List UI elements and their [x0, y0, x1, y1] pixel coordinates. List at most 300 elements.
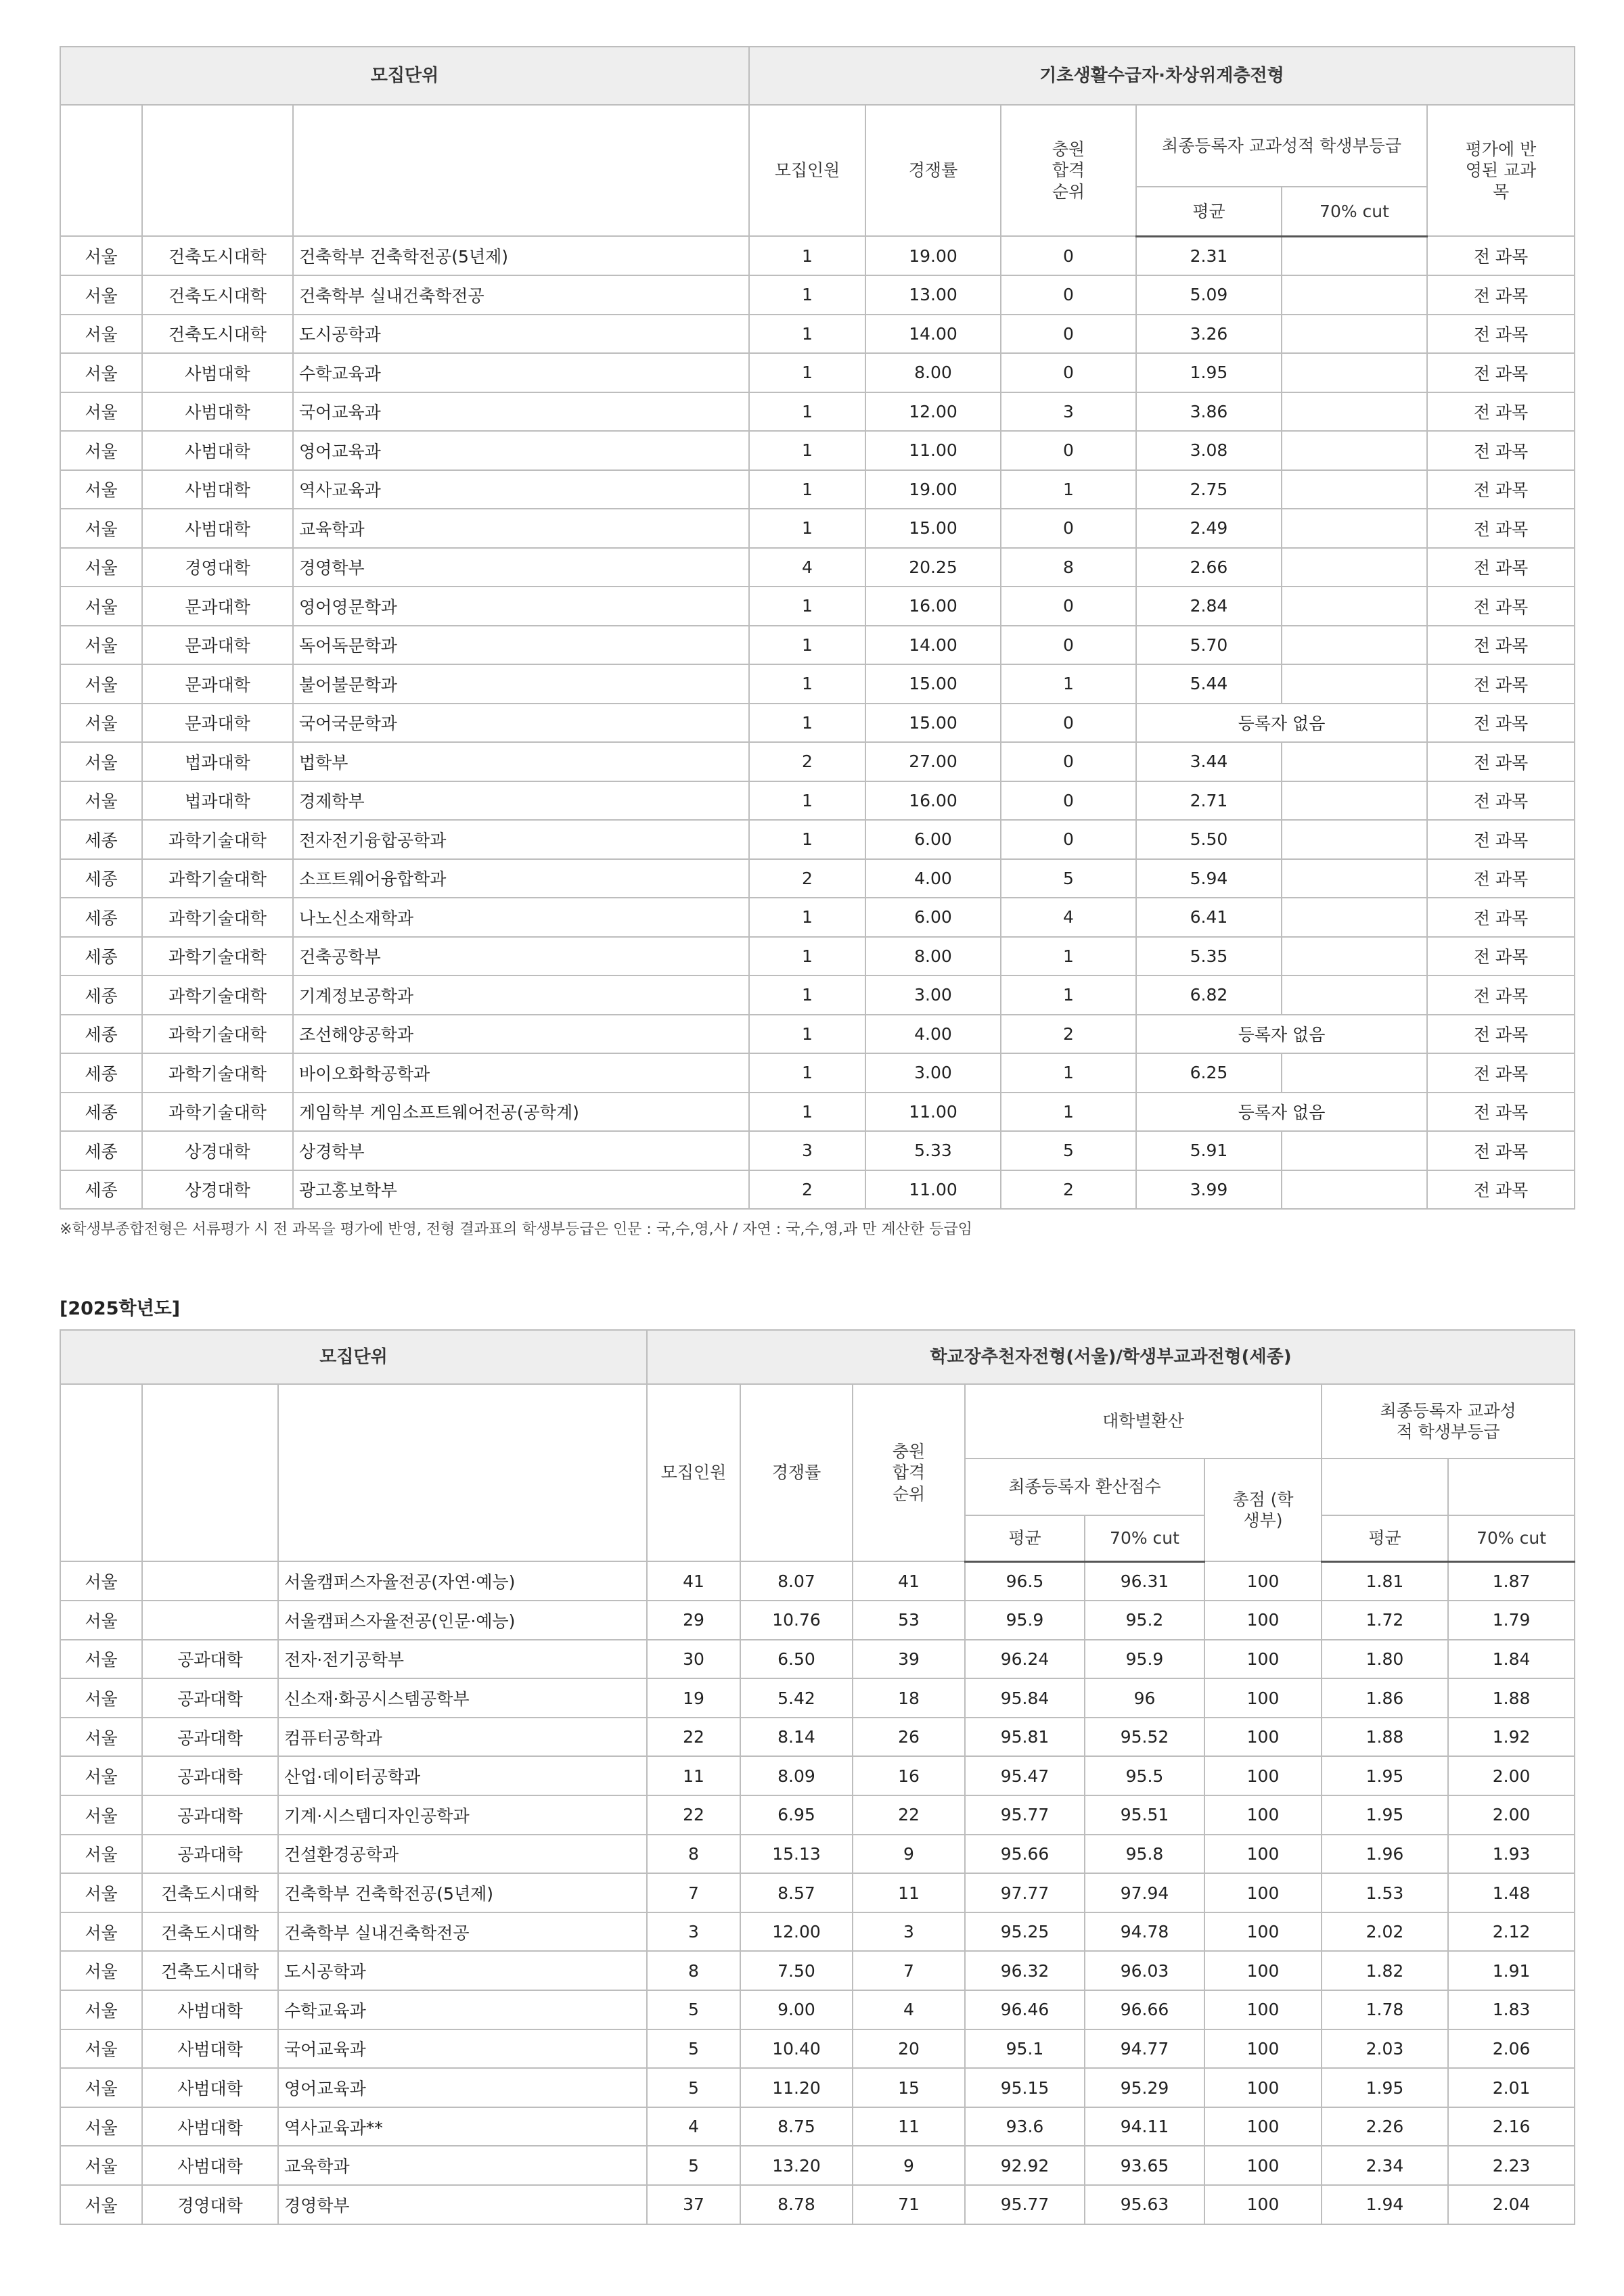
- recruit-cell: 1: [749, 704, 865, 743]
- no-registrant-cell: 등록자 없음: [1136, 704, 1427, 743]
- grade-cut-cell: 2.01: [1448, 2068, 1575, 2107]
- rank-cell: 16: [853, 1756, 965, 1795]
- rank-cell: 0: [1001, 275, 1136, 315]
- college-cell: 건축도시대학: [142, 275, 293, 315]
- major-cell: 영어교육과: [278, 2068, 647, 2107]
- ratio-cell: 5.42: [740, 1678, 853, 1718]
- college-cell: 공과대학: [142, 1756, 278, 1795]
- ratio-cell: 11.00: [865, 1170, 1001, 1210]
- campus-cell: 서울: [60, 353, 142, 392]
- ratio-cell: 8.57: [740, 1873, 853, 1912]
- major-cell: 교육학과: [293, 509, 749, 548]
- score-avg-cell: 95.66: [965, 1835, 1085, 1874]
- college-cell: 경영대학: [142, 2185, 278, 2224]
- grade-avg-cell: 1.86: [1322, 1678, 1448, 1718]
- total-cell: 100: [1204, 2146, 1322, 2185]
- recruit-cell: 1: [749, 470, 865, 509]
- campus-cell: 세종: [60, 1131, 142, 1170]
- campus-cell: 서울: [60, 392, 142, 432]
- score-avg-cell: 95.9: [965, 1601, 1085, 1640]
- college-cell: 사범대학: [142, 470, 293, 509]
- campus-cell: 서울: [60, 1601, 142, 1640]
- grade-cut-cell: [1282, 470, 1427, 509]
- college-cell: 과학기술대학: [142, 975, 293, 1015]
- rank-cell: 0: [1001, 820, 1136, 859]
- score-cut-header: 70% cut: [1085, 1515, 1204, 1561]
- table-row: [60, 315, 1575, 354]
- recruit-cell: 1: [749, 315, 865, 354]
- score-cut-cell: 95.5: [1085, 1756, 1204, 1795]
- table-row: [60, 626, 1575, 665]
- no-registrant-cell: 등록자 없음: [1136, 1015, 1427, 1054]
- campus-cell: 서울: [60, 315, 142, 354]
- grade-avg-cell: 2.75: [1136, 470, 1282, 509]
- recruit-cell: 22: [647, 1795, 740, 1835]
- subjects-cell: 전 과목: [1427, 975, 1575, 1015]
- college-cell: 상경대학: [142, 1131, 293, 1170]
- table-row: [60, 1951, 1575, 1990]
- grade-avg-cell: 5.70: [1136, 626, 1282, 665]
- total-cell: 100: [1204, 1678, 1322, 1718]
- table-row: [60, 431, 1575, 470]
- major-cell: 법학부: [293, 742, 749, 781]
- table-row: [60, 509, 1575, 548]
- score-cut-cell: 95.9: [1085, 1640, 1204, 1679]
- score-cut-cell: 95.52: [1085, 1718, 1204, 1757]
- table-row: [60, 1131, 1575, 1170]
- total-cell: 100: [1204, 1990, 1322, 2029]
- recruit-cell: 3: [647, 1912, 740, 1952]
- major-cell: 수학교육과: [293, 353, 749, 392]
- college-cell: 상경대학: [142, 1170, 293, 1210]
- table-row: [60, 1015, 1575, 1054]
- table-row: [60, 2068, 1575, 2107]
- total-cell: 100: [1204, 1601, 1322, 1640]
- recruit-cell: 1: [749, 431, 865, 470]
- grade-avg-cell: 1.95: [1322, 1756, 1448, 1795]
- table-row: [60, 1756, 1575, 1795]
- grade-cut-cell: [1282, 626, 1427, 665]
- grade-avg-cell: 6.82: [1136, 975, 1282, 1015]
- major-cell: 독어독문학과: [293, 626, 749, 665]
- table-row: [60, 548, 1575, 587]
- score-avg-cell: 95.15: [965, 2068, 1085, 2107]
- unit-header: 모집단위: [60, 1330, 647, 1384]
- table-row: [60, 587, 1575, 626]
- grade-avg-cell: 2.66: [1136, 548, 1282, 587]
- total-cell: 100: [1204, 2068, 1322, 2107]
- major-cell: 교육학과: [278, 2146, 647, 2185]
- table-row: [60, 1912, 1575, 1952]
- table-row: [60, 275, 1575, 315]
- grade-cut-cell: [1282, 548, 1427, 587]
- campus-cell: 세종: [60, 859, 142, 898]
- table-row: [60, 742, 1575, 781]
- grade-avg-cell: 1.95: [1322, 2068, 1448, 2107]
- grade-avg-cell: 1.95: [1322, 1795, 1448, 1835]
- total-cell: 100: [1204, 1795, 1322, 1835]
- ratio-cell: 3.00: [865, 1053, 1001, 1093]
- grade-cut-cell: 1.88: [1448, 1678, 1575, 1718]
- grade-avg-cell: 2.26: [1322, 2107, 1448, 2146]
- college-cell: 공과대학: [142, 1640, 278, 1679]
- recruit-cell: 5: [647, 2029, 740, 2069]
- ratio-cell: 6.50: [740, 1640, 853, 1679]
- recruit-cell: 1: [749, 236, 865, 275]
- grade-cut-cell: 2.04: [1448, 2185, 1575, 2224]
- college-cell: 과학기술대학: [142, 820, 293, 859]
- ratio-cell: 13.00: [865, 275, 1001, 315]
- ratio-cell: 16.00: [865, 587, 1001, 626]
- score-cut-cell: 96: [1085, 1678, 1204, 1718]
- grade-blank-2: [1448, 1459, 1575, 1515]
- ratio-header: 경쟁률: [740, 1384, 853, 1561]
- subjects-cell: 전 과목: [1427, 1015, 1575, 1054]
- major-cell: 기계정보공학과: [293, 975, 749, 1015]
- score-cut-cell: 94.78: [1085, 1912, 1204, 1952]
- blank-header-college: [142, 105, 293, 236]
- ratio-cell: 6.00: [865, 820, 1001, 859]
- grade-avg-cell: 2.84: [1136, 587, 1282, 626]
- grade-cut-cell: [1282, 275, 1427, 315]
- campus-cell: 서울: [60, 1873, 142, 1912]
- ratio-cell: 12.00: [865, 392, 1001, 432]
- recruit-cell: 5: [647, 2068, 740, 2107]
- campus-cell: 서울: [60, 1756, 142, 1795]
- grade-cut-cell: 2.00: [1448, 1756, 1575, 1795]
- recruit-cell: 7: [647, 1873, 740, 1912]
- blank-header-major: [278, 1384, 647, 1561]
- subjects-cell: 전 과목: [1427, 664, 1575, 704]
- ratio-cell: 15.13: [740, 1835, 853, 1874]
- recruit-cell: 2: [749, 859, 865, 898]
- grade-cut-cell: [1282, 509, 1427, 548]
- grade-avg-cell: 5.35: [1136, 937, 1282, 976]
- no-registrant-cell: 등록자 없음: [1136, 1093, 1427, 1132]
- rank-cell: 53: [853, 1601, 965, 1640]
- grade-avg-cell: 1.78: [1322, 1990, 1448, 2029]
- recruit-cell: 41: [647, 1561, 740, 1601]
- recruit-cell: 1: [749, 898, 865, 937]
- ratio-cell: 13.20: [740, 2146, 853, 2185]
- admission-results-table-1: [60, 46, 1575, 1210]
- grade-avg-cell: 3.44: [1136, 742, 1282, 781]
- score-cut-cell: 96.03: [1085, 1951, 1204, 1990]
- ratio-cell: 5.33: [865, 1131, 1001, 1170]
- subjects-cell: 전 과목: [1427, 626, 1575, 665]
- major-cell: 기계·시스템디자인공학과: [278, 1795, 647, 1835]
- ratio-cell: 8.75: [740, 2107, 853, 2146]
- ratio-cell: 19.00: [865, 236, 1001, 275]
- grade-avg-cell: 5.94: [1136, 859, 1282, 898]
- grade-avg-cell: 1.81: [1322, 1561, 1448, 1601]
- major-cell: 국어교육과: [278, 2029, 647, 2069]
- subjects-cell: 전 과목: [1427, 1053, 1575, 1093]
- subjects-cell: 전 과목: [1427, 509, 1575, 548]
- recruit-cell: 1: [749, 626, 865, 665]
- campus-cell: 서울: [60, 1990, 142, 2029]
- major-cell: 서울캠퍼스자율전공(인문·예능): [278, 1601, 647, 1640]
- ratio-cell: 15.00: [865, 509, 1001, 548]
- grade-group-header: 최종등록자 교과성적 학생부등급: [1322, 1384, 1575, 1459]
- total-cell: 100: [1204, 1718, 1322, 1757]
- major-cell: 전자·전기공학부: [278, 1640, 647, 1679]
- grade-cut-cell: 1.83: [1448, 1990, 1575, 2029]
- table-row: [60, 937, 1575, 976]
- score-avg-cell: 96.24: [965, 1640, 1085, 1679]
- score-avg-cell: 95.81: [965, 1718, 1085, 1757]
- college-cell: [142, 1561, 278, 1601]
- ratio-cell: 15.00: [865, 664, 1001, 704]
- rank-cell: 41: [853, 1561, 965, 1601]
- college-cell: 공과대학: [142, 1795, 278, 1835]
- grade-avg-cell: 5.50: [1136, 820, 1282, 859]
- major-cell: 건축학부 실내건축학전공: [293, 275, 749, 315]
- grade-cut-cell: [1282, 431, 1427, 470]
- grade-cut-cell: 1.91: [1448, 1951, 1575, 1990]
- rank-cell: 22: [853, 1795, 965, 1835]
- total-cell: 100: [1204, 1835, 1322, 1874]
- major-cell: 전자전기융합공학과: [293, 820, 749, 859]
- score-avg-header: 평균: [965, 1515, 1085, 1561]
- score-cut-cell: 94.11: [1085, 2107, 1204, 2146]
- college-cell: 건축도시대학: [142, 315, 293, 354]
- campus-cell: 서울: [60, 587, 142, 626]
- grade-cut-cell: [1282, 781, 1427, 821]
- subjects-cell: 전 과목: [1427, 548, 1575, 587]
- score-avg-cell: 95.77: [965, 2185, 1085, 2224]
- campus-cell: 서울: [60, 2068, 142, 2107]
- score-cut-cell: 95.2: [1085, 1601, 1204, 1640]
- college-cell: 사범대학: [142, 2146, 278, 2185]
- rank-cell: 0: [1001, 781, 1136, 821]
- score-cut-cell: 95.29: [1085, 2068, 1204, 2107]
- college-cell: 과학기술대학: [142, 1093, 293, 1132]
- grade-cut-cell: [1282, 587, 1427, 626]
- major-cell: 상경학부: [293, 1131, 749, 1170]
- ratio-cell: 4.00: [865, 1015, 1001, 1054]
- grade-cut-cell: 2.12: [1448, 1912, 1575, 1952]
- score-avg-cell: 97.77: [965, 1873, 1085, 1912]
- campus-cell: 세종: [60, 898, 142, 937]
- grade-avg-cell: 3.99: [1136, 1170, 1282, 1210]
- grade-avg-cell: 6.25: [1136, 1053, 1282, 1093]
- table-row: [60, 353, 1575, 392]
- recruit-cell: 29: [647, 1601, 740, 1640]
- grade-cut-header: 70% cut: [1448, 1515, 1575, 1561]
- table-row: [60, 704, 1575, 743]
- table-row: [60, 470, 1575, 509]
- grade-cut-cell: 1.87: [1448, 1561, 1575, 1601]
- avg-header: 평균: [1136, 187, 1282, 236]
- subjects-cell: 전 과목: [1427, 431, 1575, 470]
- subjects-cell: 전 과목: [1427, 275, 1575, 315]
- table-row: [60, 1873, 1575, 1912]
- score-cut-cell: 97.94: [1085, 1873, 1204, 1912]
- campus-cell: 서울: [60, 1795, 142, 1835]
- college-cell: 공과대학: [142, 1718, 278, 1757]
- college-cell: 건축도시대학: [142, 1951, 278, 1990]
- recruit-cell: 1: [749, 509, 865, 548]
- table-row: [60, 2029, 1575, 2069]
- rank-cell: 1: [1001, 1053, 1136, 1093]
- college-cell: 문과대학: [142, 587, 293, 626]
- ratio-cell: 20.25: [865, 548, 1001, 587]
- ratio-cell: 7.50: [740, 1951, 853, 1990]
- grade-avg-cell: 2.02: [1322, 1912, 1448, 1952]
- major-cell: 컴퓨터공학과: [278, 1718, 647, 1757]
- grade-avg-cell: 5.44: [1136, 664, 1282, 704]
- rank-cell: 1: [1001, 470, 1136, 509]
- grade-cut-cell: 2.23: [1448, 2146, 1575, 2185]
- recruit-cell: 1: [749, 975, 865, 1015]
- campus-cell: 서울: [60, 2029, 142, 2069]
- major-cell: 국어국문학과: [293, 704, 749, 743]
- campus-cell: 서울: [60, 1951, 142, 1990]
- subjects-cell: 전 과목: [1427, 1131, 1575, 1170]
- campus-cell: 서울: [60, 509, 142, 548]
- table-row: [60, 664, 1575, 704]
- grade-cut-cell: 2.16: [1448, 2107, 1575, 2146]
- grade-avg-cell: 5.91: [1136, 1131, 1282, 1170]
- major-cell: 경영학부: [293, 548, 749, 587]
- subjects-cell: 전 과목: [1427, 937, 1575, 976]
- campus-cell: 세종: [60, 975, 142, 1015]
- grade-cut-cell: [1282, 742, 1427, 781]
- grade-cut-cell: [1282, 859, 1427, 898]
- rank-cell: 26: [853, 1718, 965, 1757]
- grade-cut-cell: 1.48: [1448, 1873, 1575, 1912]
- grade-cut-cell: 2.00: [1448, 1795, 1575, 1835]
- table-row: [60, 392, 1575, 432]
- subjects-cell: 전 과목: [1427, 315, 1575, 354]
- college-cell: 공과대학: [142, 1678, 278, 1718]
- subjects-cell: 전 과목: [1427, 392, 1575, 432]
- college-cell: 사범대학: [142, 2068, 278, 2107]
- ratio-cell: 11.00: [865, 1093, 1001, 1132]
- total-cell: 100: [1204, 1912, 1322, 1952]
- grade-avg-cell: 2.34: [1322, 2146, 1448, 2185]
- subjects-cell: 전 과목: [1427, 781, 1575, 821]
- major-cell: 수학교육과: [278, 1990, 647, 2029]
- table-row: [60, 1640, 1575, 1679]
- campus-cell: 세종: [60, 820, 142, 859]
- grade-cut-cell: 1.93: [1448, 1835, 1575, 1874]
- college-cell: 사범대학: [142, 431, 293, 470]
- major-cell: 조선해양공학과: [293, 1015, 749, 1054]
- year-label: [2025학년도]: [60, 1298, 181, 1319]
- total-cell: 100: [1204, 2107, 1322, 2146]
- recruit-cell: 1: [749, 937, 865, 976]
- recruit-cell: 2: [749, 742, 865, 781]
- grade-avg-cell: 1.80: [1322, 1640, 1448, 1679]
- total-header: 총점 (학생부): [1204, 1459, 1322, 1561]
- ratio-cell: 11.00: [865, 431, 1001, 470]
- table-row: [60, 1990, 1575, 2029]
- ratio-cell: 6.95: [740, 1795, 853, 1835]
- major-cell: 역사교육과: [293, 470, 749, 509]
- recruit-cell: 1: [749, 820, 865, 859]
- grade-avg-header: 평균: [1322, 1515, 1448, 1561]
- table-row: [60, 781, 1575, 821]
- grade-avg-cell: 5.09: [1136, 275, 1282, 315]
- campus-cell: 서울: [60, 548, 142, 587]
- subjects-cell: 전 과목: [1427, 859, 1575, 898]
- college-cell: 사범대학: [142, 392, 293, 432]
- campus-cell: 서울: [60, 1718, 142, 1757]
- grade-blank-1: [1322, 1459, 1448, 1515]
- college-cell: 건축도시대학: [142, 1912, 278, 1952]
- grade-avg-cell: 1.72: [1322, 1601, 1448, 1640]
- major-cell: 건축학부 건축학전공(5년제): [278, 1873, 647, 1912]
- recruit-cell: 3: [749, 1131, 865, 1170]
- rank-cell: 18: [853, 1678, 965, 1718]
- table-row: [60, 1718, 1575, 1757]
- rank-cell: 0: [1001, 704, 1136, 743]
- table-row: [60, 975, 1575, 1015]
- table-row: [60, 1678, 1575, 1718]
- score-avg-cell: 96.32: [965, 1951, 1085, 1990]
- ratio-cell: 12.00: [740, 1912, 853, 1952]
- cut-header: 70% cut: [1282, 187, 1427, 236]
- grade-avg-cell: 1.53: [1322, 1873, 1448, 1912]
- rank-cell: 1: [1001, 937, 1136, 976]
- subjects-cell: 전 과목: [1427, 742, 1575, 781]
- grade-avg-cell: 2.49: [1136, 509, 1282, 548]
- major-cell: 국어교육과: [293, 392, 749, 432]
- campus-cell: 세종: [60, 937, 142, 976]
- major-cell: 불어불문학과: [293, 664, 749, 704]
- campus-cell: 서울: [60, 1561, 142, 1601]
- ratio-cell: 8.09: [740, 1756, 853, 1795]
- ratio-cell: 4.00: [865, 859, 1001, 898]
- rank-cell: 9: [853, 2146, 965, 2185]
- campus-cell: 서울: [60, 431, 142, 470]
- college-cell: 사범대학: [142, 1990, 278, 2029]
- score-avg-cell: 95.1: [965, 2029, 1085, 2069]
- major-cell: 신소재·화공시스템공학부: [278, 1678, 647, 1718]
- rank-cell: 71: [853, 2185, 965, 2224]
- subjects-cell: 전 과목: [1427, 1170, 1575, 1210]
- ratio-cell: 14.00: [865, 315, 1001, 354]
- unit-header: 모집단위: [60, 47, 749, 105]
- blank-header-campus: [60, 105, 142, 236]
- grade-avg-cell: 2.71: [1136, 781, 1282, 821]
- score-cut-cell: 95.8: [1085, 1835, 1204, 1874]
- recruit-cell: 4: [647, 2107, 740, 2146]
- major-cell: 경제학부: [293, 781, 749, 821]
- campus-cell: 서울: [60, 2107, 142, 2146]
- rank-cell: 4: [853, 1990, 965, 2029]
- admission-results-table-2: [60, 1329, 1575, 2225]
- recruit-cell: 1: [749, 392, 865, 432]
- ratio-cell: 16.00: [865, 781, 1001, 821]
- recruit-cell: 5: [647, 2146, 740, 2185]
- college-cell: 문과대학: [142, 626, 293, 665]
- table-row: [60, 1561, 1575, 1601]
- rank-cell: 1: [1001, 664, 1136, 704]
- grade-cut-cell: [1282, 820, 1427, 859]
- major-cell: 건축학부 실내건축학전공: [278, 1912, 647, 1952]
- campus-cell: 서울: [60, 704, 142, 743]
- recruit-cell: 1: [749, 587, 865, 626]
- rank-cell: 0: [1001, 236, 1136, 275]
- rank-cell: 4: [1001, 898, 1136, 937]
- ratio-cell: 6.00: [865, 898, 1001, 937]
- score-avg-cell: 95.47: [965, 1756, 1085, 1795]
- score-avg-cell: 93.6: [965, 2107, 1085, 2146]
- major-cell: 바이오화학공학과: [293, 1053, 749, 1093]
